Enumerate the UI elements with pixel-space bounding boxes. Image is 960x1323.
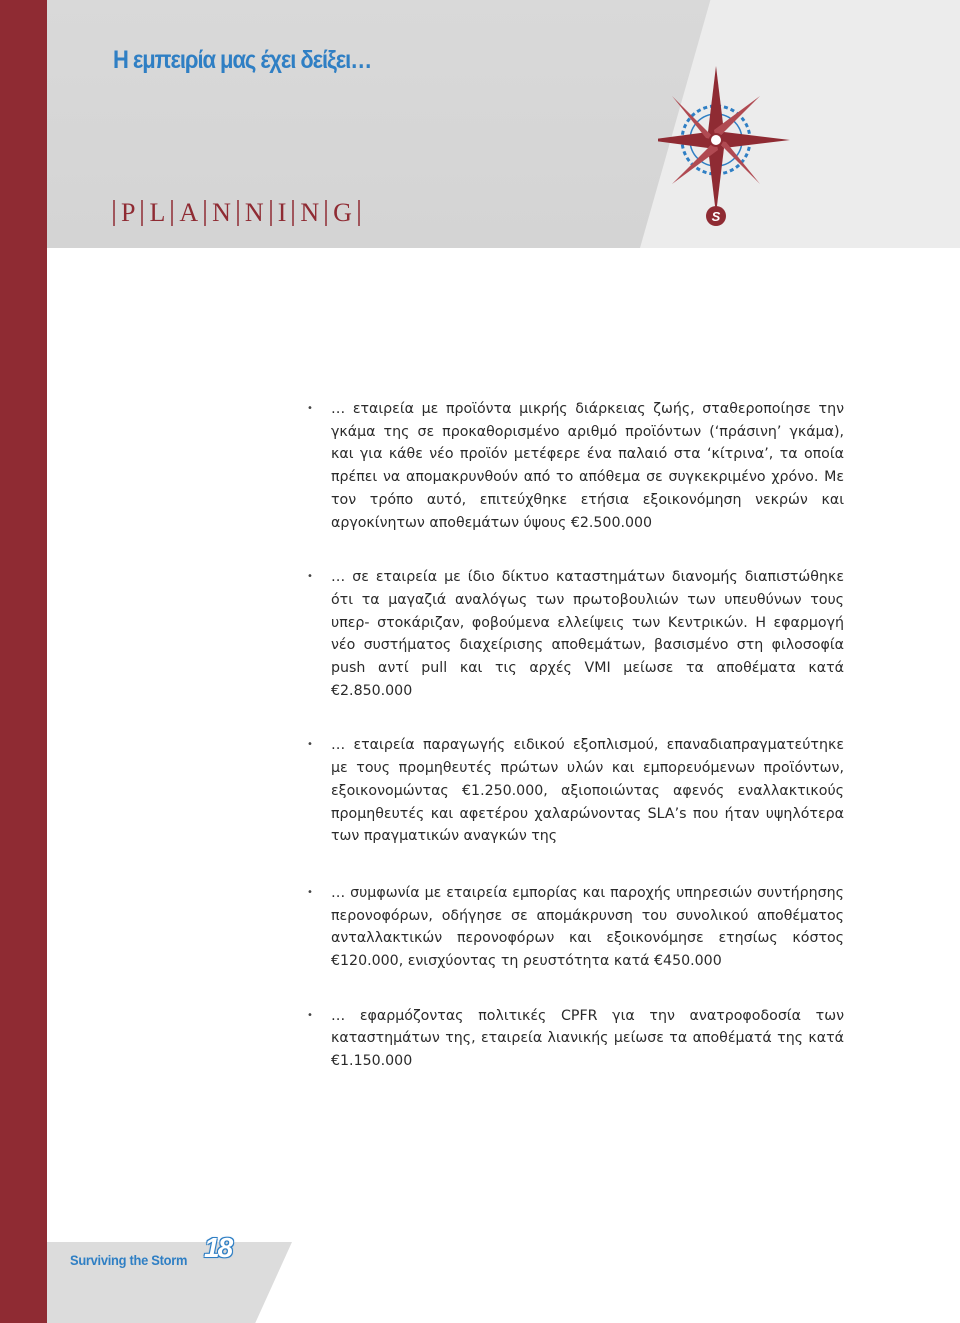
list-item [307, 1005, 844, 1073]
heading-letter: A [179, 198, 199, 227]
list-item-text: … σε εταιρεία με ίδιο δίκτυο καταστημάτων διανομής διαπιστώθηκε ότι τα μαγαζιά αναλόγως των πρωτοβουλιών των υπευθύνων τους υπερ- στοκάριζαν, φοβούμενα ελλείψεις των Κεντρικών. Η εφαρμογή νέο συστήματος διαχείρισης αποθεμάτων, βασισμένο στη φιλοσοφία push αντί pull και τις αρχές VMI μείωσε τα αποθέματα κατά €2.850.000 [331, 569, 844, 699]
footer-brand: Surviving the Storm [70, 1252, 188, 1268]
logo-letter: S [711, 209, 721, 224]
list-item [307, 398, 844, 534]
list-item-text: … συμφωνία με εταιρεία εμπορίας και παροχής υπηρεσιών συντήρησης περονοφόρων, οδήγησε σε απομάκρυνση του συνολικού αποθέματος ανταλλακτικών περονοφόρων και εξοικονόμησε ετησίως κόστος €120.000, ενισχύοντας τη ρευστότητα κατά €450.000 [331, 884, 844, 970]
list-item [307, 566, 844, 702]
list-item [307, 882, 844, 973]
heading-letter: L [149, 198, 166, 227]
experience-list [307, 398, 844, 1073]
heading-divider [325, 200, 327, 226]
list-item-text: … εταιρεία με προϊόντα μικρής διάρκειας ζωής, σταθεροποίησε την γκάμα της σε προκαθορισμένο αριθμό προϊόντων (‘πράσινη’ γκάμα), και για κάθε νέο προϊόν μετέφερε ένα παλαιό στα ‘κίτρινα’, τα οποία πρέπει να απομακρυνθούν από το απόθεμα σε συγκεκριμένο χρόνο. Με τον τρόπο αυτό, επιτεύχθηκε ετήσια εξοικονόμηση νεκρών και αργοκίνητων αποθεμάτων ύψους €2.500.000 [331, 401, 844, 531]
heading-letter: N [300, 198, 320, 227]
heading-divider [292, 200, 294, 226]
heading-letter: N [212, 198, 231, 227]
section-heading-planning [113, 198, 360, 228]
bullet-icon: • [307, 739, 313, 751]
bullet-icon: • [307, 403, 313, 414]
heading-divider [358, 200, 360, 226]
bullet-icon: • [307, 571, 313, 583]
heading-divider [171, 200, 173, 226]
heading-divider [237, 200, 239, 226]
bullet-icon: • [307, 886, 313, 898]
heading-letter: I [277, 198, 287, 227]
compass-logo-icon [658, 66, 798, 226]
heading-divider [204, 200, 206, 226]
heading-divider [270, 200, 272, 226]
heading-letter: P [121, 198, 136, 227]
heading-divider [113, 200, 115, 226]
heading-letter: G [333, 198, 352, 227]
heading-divider [141, 200, 143, 226]
list-item-text: … εφαρμόζοντας πολιτικές CPFR για την ανατροφοδοσία των καταστημάτων της, εταιρεία λιανικής μείωσε τα αποθέματά της κατά €1.150.000 [331, 1007, 844, 1070]
bullet-icon: • [307, 1009, 313, 1021]
list-item [307, 734, 844, 848]
page-title: Η εμπειρία μας έχει δείξει… [113, 46, 372, 74]
list-item-text: … εταιρεία παραγωγής ειδικού εξοπλισμού, επαναδιαπραγματεύτηκε με τους προμηθευτές πρώτων υλών και εμπορευόμενων προϊόντων, εξοικονομώντας €1.250.000, αξιοποιώντας αφενός εναλλακτικούς προμηθευτές και αφετέρου χαλαρώνοντας SLA’s που ήταν υψηλότερα των πραγματικών αναγκών της [331, 737, 844, 845]
heading-letter: N [244, 198, 264, 227]
page-number: 18 [204, 1232, 232, 1263]
left-accent-bar [0, 0, 47, 1323]
